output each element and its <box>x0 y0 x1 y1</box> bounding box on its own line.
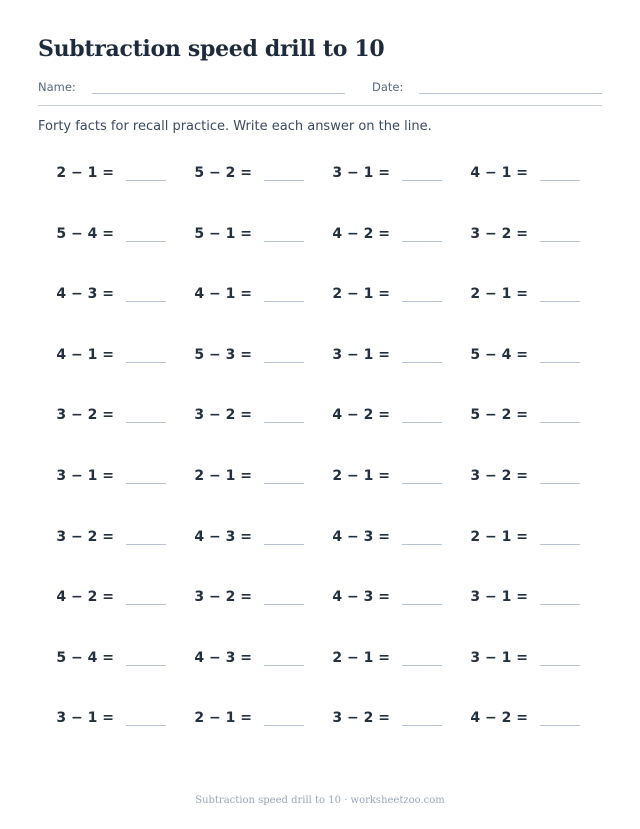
problem-expression: 4 − 1 = <box>56 347 114 363</box>
problem-item <box>468 226 608 250</box>
answer-line[interactable] <box>264 483 304 484</box>
problem-expression: 3 − 2 = <box>194 407 252 423</box>
problem-item <box>192 347 332 371</box>
problem-expression: 3 − 2 = <box>194 589 252 605</box>
problem-item <box>330 529 470 553</box>
problem-item <box>54 347 194 371</box>
answer-line[interactable] <box>264 544 304 545</box>
answer-line[interactable] <box>402 604 442 605</box>
answer-line[interactable] <box>540 544 580 545</box>
problem-item <box>192 407 332 431</box>
problem-expression: 2 − 1 = <box>332 286 390 302</box>
problem-item <box>468 529 608 553</box>
answer-line[interactable] <box>540 180 580 181</box>
page-title: Subtraction speed drill to 10 <box>38 36 385 62</box>
problem-item <box>192 589 332 613</box>
problem-item <box>192 710 332 734</box>
problem-expression: 5 − 4 = <box>56 650 114 666</box>
problem-expression: 4 − 3 = <box>194 529 252 545</box>
problem-expression: 4 − 3 = <box>194 650 252 666</box>
problem-expression: 2 − 1 = <box>194 468 252 484</box>
problem-item <box>468 165 608 189</box>
answer-line[interactable] <box>540 665 580 666</box>
problem-item <box>330 468 470 492</box>
answer-line[interactable] <box>402 301 442 302</box>
problem-expression: 2 − 1 = <box>194 710 252 726</box>
answer-line[interactable] <box>540 362 580 363</box>
problem-item <box>54 650 194 674</box>
answer-line[interactable] <box>126 725 166 726</box>
problem-item <box>330 650 470 674</box>
problem-expression: 2 − 1 = <box>470 529 528 545</box>
problem-expression: 4 − 1 = <box>470 165 528 181</box>
problem-item <box>468 710 608 734</box>
problem-item <box>54 407 194 431</box>
answer-line[interactable] <box>402 483 442 484</box>
problem-expression: 4 − 2 = <box>332 407 390 423</box>
answer-line[interactable] <box>126 301 166 302</box>
answer-line[interactable] <box>402 180 442 181</box>
answer-line[interactable] <box>264 362 304 363</box>
problem-expression: 4 − 3 = <box>332 529 390 545</box>
problem-item <box>468 589 608 613</box>
problem-expression: 5 − 2 = <box>470 407 528 423</box>
answer-line[interactable] <box>126 604 166 605</box>
problem-item <box>468 650 608 674</box>
problem-expression: 5 − 2 = <box>194 165 252 181</box>
date-label: Date: <box>372 80 404 94</box>
answer-line[interactable] <box>126 483 166 484</box>
problem-item <box>54 710 194 734</box>
problem-expression: 3 − 2 = <box>470 226 528 242</box>
problem-item <box>192 529 332 553</box>
answer-line[interactable] <box>264 301 304 302</box>
problem-expression: 2 − 1 = <box>470 286 528 302</box>
answer-line[interactable] <box>402 725 442 726</box>
problem-expression: 3 − 2 = <box>332 710 390 726</box>
problem-expression: 3 − 1 = <box>56 710 114 726</box>
problem-expression: 4 − 2 = <box>56 589 114 605</box>
problem-item <box>54 589 194 613</box>
problem-expression: 4 − 1 = <box>194 286 252 302</box>
answer-line[interactable] <box>540 483 580 484</box>
problem-item <box>468 347 608 371</box>
problem-expression: 5 − 1 = <box>194 226 252 242</box>
problem-expression: 3 − 1 = <box>470 589 528 605</box>
name-label: Name: <box>38 80 76 94</box>
problem-expression: 2 − 1 = <box>332 650 390 666</box>
problem-item <box>330 286 470 310</box>
problem-expression: 4 − 2 = <box>470 710 528 726</box>
problem-expression: 2 − 1 = <box>56 165 114 181</box>
problem-item <box>468 407 608 431</box>
answer-line[interactable] <box>126 544 166 545</box>
problem-item <box>54 286 194 310</box>
problem-expression: 3 − 1 = <box>56 468 114 484</box>
problem-expression: 2 − 1 = <box>332 468 390 484</box>
problem-item <box>192 226 332 250</box>
problem-expression: 4 − 2 = <box>332 226 390 242</box>
problem-item <box>54 468 194 492</box>
answer-line[interactable] <box>264 725 304 726</box>
answer-line[interactable] <box>540 422 580 423</box>
problem-item <box>192 165 332 189</box>
problem-item <box>192 650 332 674</box>
problem-item <box>330 165 470 189</box>
answer-line[interactable] <box>402 422 442 423</box>
problem-item <box>330 710 470 734</box>
footer: Subtraction speed drill to 10 · worksheetzoo.com <box>195 795 445 806</box>
problem-item <box>330 407 470 431</box>
answer-line[interactable] <box>126 422 166 423</box>
answer-line[interactable] <box>540 241 580 242</box>
answer-line[interactable] <box>540 301 580 302</box>
answer-line[interactable] <box>126 665 166 666</box>
answer-line[interactable] <box>540 725 580 726</box>
problem-expression: 3 − 1 = <box>470 650 528 666</box>
answer-line[interactable] <box>540 604 580 605</box>
problem-item <box>192 468 332 492</box>
problem-item <box>468 286 608 310</box>
problem-expression: 3 − 2 = <box>470 468 528 484</box>
instructions: Forty facts for recall practice. Write each answer on the line. <box>38 119 432 134</box>
answer-line[interactable] <box>264 665 304 666</box>
problem-item <box>330 226 470 250</box>
answer-line[interactable] <box>264 180 304 181</box>
answer-line[interactable] <box>264 241 304 242</box>
problem-item <box>54 529 194 553</box>
problem-item <box>330 347 470 371</box>
answer-line[interactable] <box>402 241 442 242</box>
problem-item <box>54 165 194 189</box>
answer-line[interactable] <box>126 362 166 363</box>
answer-line[interactable] <box>402 362 442 363</box>
problem-expression: 3 − 1 = <box>332 165 390 181</box>
answer-line[interactable] <box>264 422 304 423</box>
problem-expression: 4 − 3 = <box>332 589 390 605</box>
answer-line[interactable] <box>126 180 166 181</box>
answer-line[interactable] <box>264 604 304 605</box>
problem-expression: 5 − 4 = <box>56 226 114 242</box>
problem-item <box>468 468 608 492</box>
problem-expression: 3 − 1 = <box>332 347 390 363</box>
problem-expression: 3 − 2 = <box>56 529 114 545</box>
problem-item <box>330 589 470 613</box>
problem-expression: 4 − 3 = <box>56 286 114 302</box>
answer-line[interactable] <box>126 241 166 242</box>
problem-item <box>54 226 194 250</box>
problem-expression: 3 − 2 = <box>56 407 114 423</box>
problem-item <box>192 286 332 310</box>
answer-line[interactable] <box>402 544 442 545</box>
answer-line[interactable] <box>402 665 442 666</box>
problem-expression: 5 − 3 = <box>194 347 252 363</box>
problem-expression: 5 − 4 = <box>470 347 528 363</box>
